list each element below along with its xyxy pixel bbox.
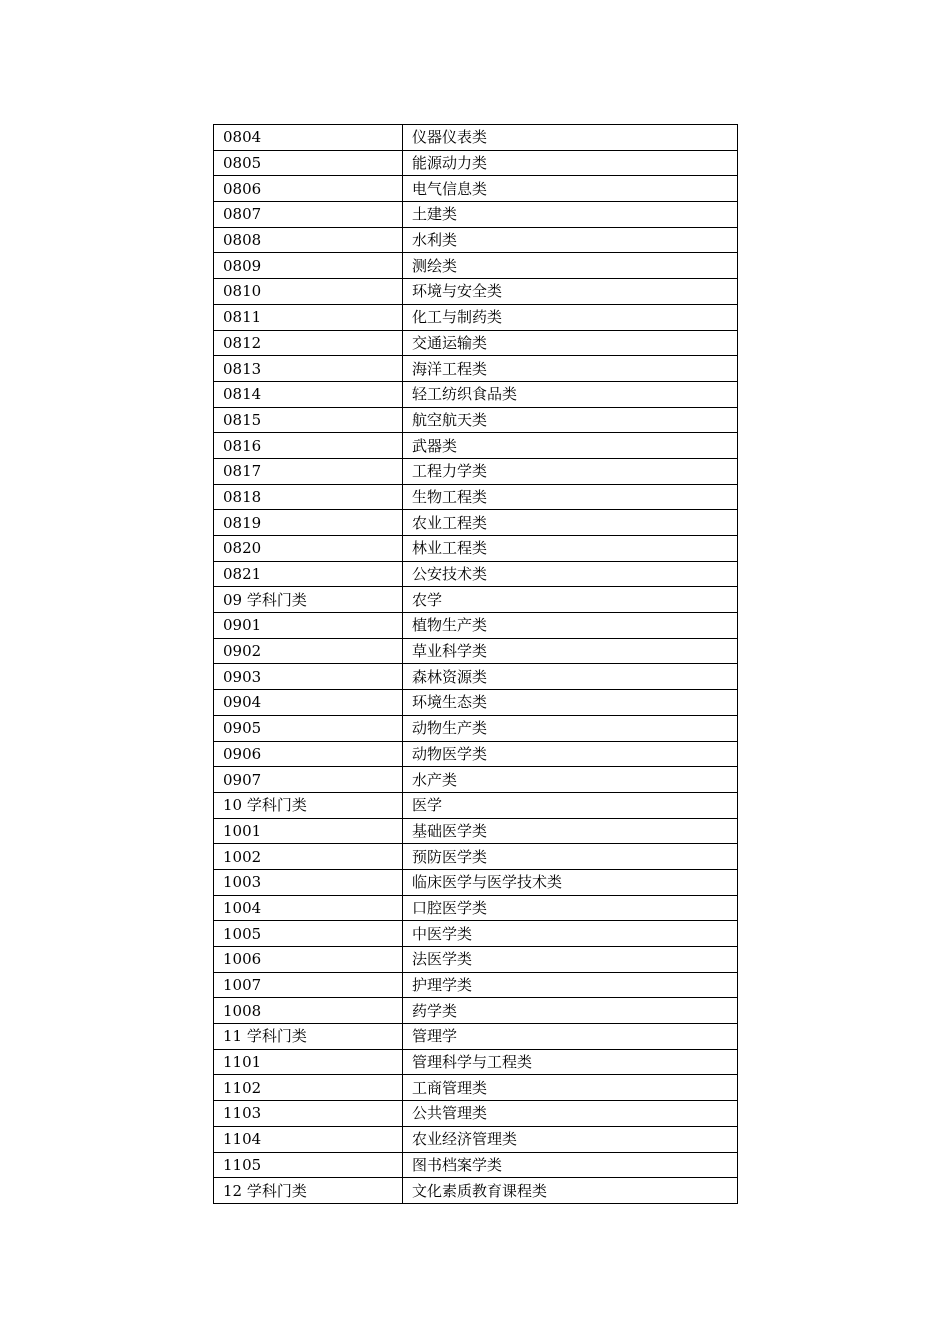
- table-row: [214, 1126, 738, 1152]
- discipline-name-cell: 交通运输类: [403, 330, 738, 356]
- discipline-code-cell: 0901: [214, 613, 403, 639]
- discipline-name-cell: 医学: [403, 792, 738, 818]
- table-row: [214, 125, 738, 151]
- discipline-code-cell: 0818: [214, 484, 403, 510]
- table-row: [214, 921, 738, 947]
- table-row: [214, 715, 738, 741]
- discipline-code-cell: 11 学科门类: [214, 1024, 403, 1050]
- discipline-code-cell: 0807: [214, 202, 403, 228]
- discipline-code-cell: 1103: [214, 1101, 403, 1127]
- table-row: [214, 664, 738, 690]
- discipline-name-cell: 农业工程类: [403, 510, 738, 536]
- discipline-name-cell: 动物医学类: [403, 741, 738, 767]
- table-row: [214, 176, 738, 202]
- discipline-name-cell: 轻工纺织食品类: [403, 381, 738, 407]
- table-row: [214, 998, 738, 1024]
- discipline-name-cell: 护理学类: [403, 972, 738, 998]
- table-row: [214, 227, 738, 253]
- discipline-name-cell: 农业经济管理类: [403, 1126, 738, 1152]
- discipline-code-cell: 0805: [214, 150, 403, 176]
- table-row: [214, 869, 738, 895]
- discipline-name-cell: 管理科学与工程类: [403, 1049, 738, 1075]
- discipline-code-cell: 1104: [214, 1126, 403, 1152]
- discipline-code-cell: 0820: [214, 536, 403, 562]
- discipline-name-cell: 口腔医学类: [403, 895, 738, 921]
- discipline-name-cell: 武器类: [403, 433, 738, 459]
- discipline-name-cell: 植物生产类: [403, 613, 738, 639]
- table-row: [214, 510, 738, 536]
- discipline-name-cell: 管理学: [403, 1024, 738, 1050]
- table-row: [214, 1049, 738, 1075]
- table-row: [214, 381, 738, 407]
- discipline-name-cell: 测绘类: [403, 253, 738, 279]
- table-row: [214, 458, 738, 484]
- catalog-table-body: [214, 125, 738, 1204]
- table-row: [214, 638, 738, 664]
- discipline-code-cell: 0902: [214, 638, 403, 664]
- discipline-name-cell: 航空航天类: [403, 407, 738, 433]
- discipline-name-cell: 水利类: [403, 227, 738, 253]
- table-row: [214, 279, 738, 305]
- table-row: [214, 484, 738, 510]
- discipline-code-cell: 1005: [214, 921, 403, 947]
- table-row: [214, 202, 738, 228]
- discipline-name-cell: 电气信息类: [403, 176, 738, 202]
- discipline-name-cell: 生物工程类: [403, 484, 738, 510]
- discipline-code-cell: 1004: [214, 895, 403, 921]
- table-row: [214, 741, 738, 767]
- discipline-name-cell: 公共管理类: [403, 1101, 738, 1127]
- table-row: [214, 150, 738, 176]
- discipline-code-cell: 0809: [214, 253, 403, 279]
- discipline-name-cell: 药学类: [403, 998, 738, 1024]
- discipline-code-cell: 0903: [214, 664, 403, 690]
- table-row: [214, 947, 738, 973]
- discipline-catalog-table: [213, 124, 738, 1204]
- discipline-name-cell: 中医学类: [403, 921, 738, 947]
- table-row: [214, 1178, 738, 1204]
- discipline-code-cell: 0815: [214, 407, 403, 433]
- discipline-code-cell: 12 学科门类: [214, 1178, 403, 1204]
- discipline-code-cell: 0816: [214, 433, 403, 459]
- discipline-name-cell: 农学: [403, 587, 738, 613]
- discipline-code-cell: 0817: [214, 458, 403, 484]
- discipline-code-cell: 0905: [214, 715, 403, 741]
- discipline-code-cell: 1008: [214, 998, 403, 1024]
- discipline-code-cell: 1003: [214, 869, 403, 895]
- discipline-code-cell: 1001: [214, 818, 403, 844]
- discipline-name-cell: 动物生产类: [403, 715, 738, 741]
- table-row: [214, 895, 738, 921]
- discipline-name-cell: 临床医学与医学技术类: [403, 869, 738, 895]
- discipline-name-cell: 林业工程类: [403, 536, 738, 562]
- table-row: [214, 356, 738, 382]
- table-row: [214, 253, 738, 279]
- discipline-name-cell: 水产类: [403, 767, 738, 793]
- table-row: [214, 972, 738, 998]
- discipline-code-cell: 09 学科门类: [214, 587, 403, 613]
- discipline-code-cell: 0814: [214, 381, 403, 407]
- discipline-name-cell: 仪器仪表类: [403, 125, 738, 151]
- discipline-code-cell: 1002: [214, 844, 403, 870]
- discipline-code-cell: 1006: [214, 947, 403, 973]
- discipline-name-cell: 环境生态类: [403, 690, 738, 716]
- discipline-code-cell: 0904: [214, 690, 403, 716]
- table-row: [214, 690, 738, 716]
- discipline-code-cell: 0804: [214, 125, 403, 151]
- discipline-code-cell: 0906: [214, 741, 403, 767]
- discipline-code-cell: 0812: [214, 330, 403, 356]
- discipline-code-cell: 0806: [214, 176, 403, 202]
- discipline-code-cell: 10 学科门类: [214, 792, 403, 818]
- discipline-code-cell: 0808: [214, 227, 403, 253]
- table-row: [214, 561, 738, 587]
- table-row: [214, 792, 738, 818]
- discipline-name-cell: 工程力学类: [403, 458, 738, 484]
- discipline-name-cell: 草业科学类: [403, 638, 738, 664]
- discipline-code-cell: 0907: [214, 767, 403, 793]
- table-row: [214, 818, 738, 844]
- discipline-code-cell: 1105: [214, 1152, 403, 1178]
- discipline-name-cell: 预防医学类: [403, 844, 738, 870]
- table-row: [214, 587, 738, 613]
- table-row: [214, 1152, 738, 1178]
- discipline-code-cell: 0819: [214, 510, 403, 536]
- discipline-name-cell: 基础医学类: [403, 818, 738, 844]
- discipline-code-cell: 1101: [214, 1049, 403, 1075]
- table-row: [214, 304, 738, 330]
- table-row: [214, 767, 738, 793]
- discipline-code-cell: 0811: [214, 304, 403, 330]
- discipline-name-cell: 文化素质教育课程类: [403, 1178, 738, 1204]
- table-row: [214, 613, 738, 639]
- table-row: [214, 536, 738, 562]
- table-row: [214, 433, 738, 459]
- table-row: [214, 1024, 738, 1050]
- discipline-name-cell: 海洋工程类: [403, 356, 738, 382]
- discipline-code-cell: 0813: [214, 356, 403, 382]
- table-row: [214, 844, 738, 870]
- table-row: [214, 1101, 738, 1127]
- discipline-name-cell: 法医学类: [403, 947, 738, 973]
- discipline-code-cell: 0810: [214, 279, 403, 305]
- discipline-code-cell: 1102: [214, 1075, 403, 1101]
- discipline-name-cell: 环境与安全类: [403, 279, 738, 305]
- discipline-name-cell: 森林资源类: [403, 664, 738, 690]
- table-row: [214, 330, 738, 356]
- discipline-name-cell: 图书档案学类: [403, 1152, 738, 1178]
- table-row: [214, 1075, 738, 1101]
- discipline-name-cell: 化工与制药类: [403, 304, 738, 330]
- discipline-code-cell: 1007: [214, 972, 403, 998]
- table-row: [214, 407, 738, 433]
- discipline-name-cell: 能源动力类: [403, 150, 738, 176]
- discipline-code-cell: 0821: [214, 561, 403, 587]
- discipline-name-cell: 工商管理类: [403, 1075, 738, 1101]
- discipline-name-cell: 公安技术类: [403, 561, 738, 587]
- discipline-name-cell: 土建类: [403, 202, 738, 228]
